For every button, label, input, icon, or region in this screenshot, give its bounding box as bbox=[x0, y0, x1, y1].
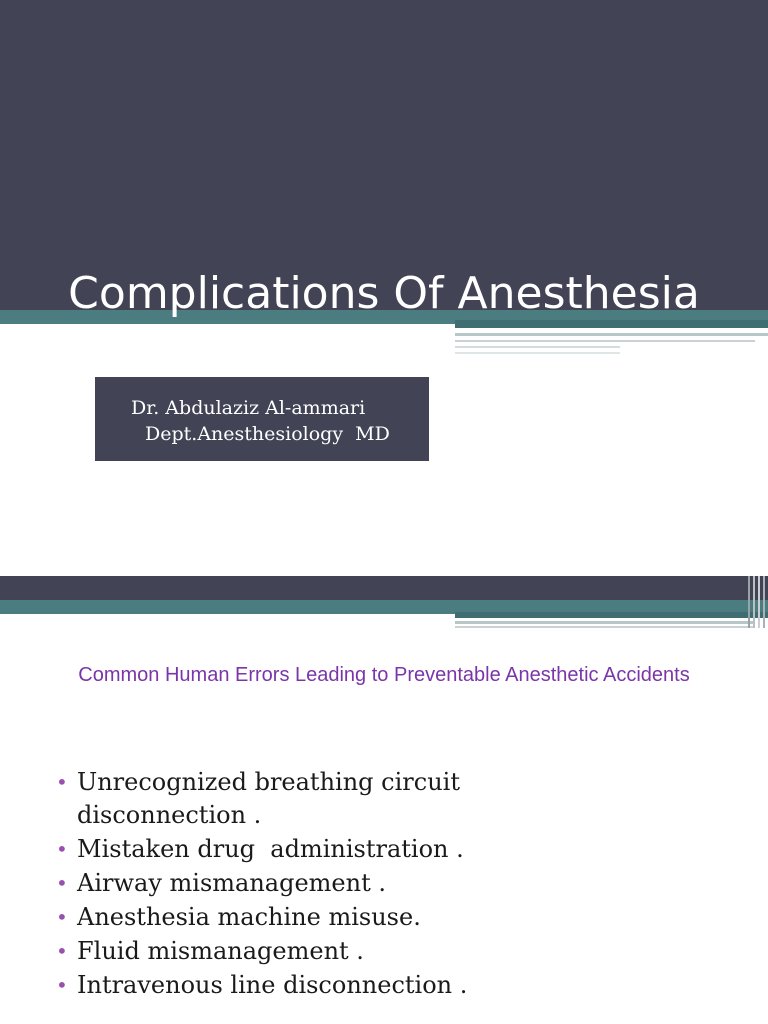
bullet-icon: • bbox=[56, 939, 68, 963]
slide-title: Complications Of Anesthesia bbox=[68, 268, 700, 319]
author-name: Dr. Abdulaziz Al-ammari bbox=[131, 397, 366, 419]
accent-line bbox=[455, 340, 755, 342]
list-item-text: Mistaken drug administration . bbox=[77, 835, 464, 863]
edge-stripe bbox=[763, 576, 765, 628]
accent-line bbox=[455, 626, 755, 628]
list-item-text: Unrecognized breathing circuit disconnection . bbox=[77, 768, 468, 829]
list-item-text: Anesthesia machine misuse. bbox=[77, 903, 421, 931]
author-box bbox=[95, 377, 429, 461]
author-department: Dept.Anesthesiology MD bbox=[145, 423, 390, 445]
list-item bbox=[56, 766, 556, 832]
list-item bbox=[56, 901, 556, 934]
list-item-text: Fluid mismanagement . bbox=[77, 937, 364, 965]
bullet-icon: • bbox=[56, 871, 68, 895]
bullet-icon: • bbox=[56, 837, 68, 861]
edge-stripe bbox=[753, 576, 755, 628]
bullet-icon: • bbox=[56, 905, 68, 929]
accent-line bbox=[455, 346, 620, 348]
header-banner bbox=[0, 576, 768, 602]
list-item-text: Intravenous line disconnection . bbox=[77, 971, 468, 999]
accent-line bbox=[455, 333, 768, 336]
edge-stripe bbox=[758, 576, 760, 628]
bullet-list bbox=[56, 766, 556, 1003]
list-item bbox=[56, 833, 556, 866]
list-item bbox=[56, 935, 556, 968]
list-item bbox=[56, 867, 556, 900]
slide-heading: Common Human Errors Leading to Preventable Anesthetic Accidents bbox=[78, 664, 690, 686]
bullet-icon: • bbox=[56, 973, 68, 997]
list-item-text: Airway mismanagement . bbox=[77, 869, 386, 897]
bullet-icon: • bbox=[56, 770, 68, 794]
edge-stripe bbox=[748, 576, 750, 628]
list-item bbox=[56, 969, 556, 1002]
accent-line bbox=[455, 621, 755, 624]
accent-line bbox=[455, 352, 620, 354]
accent-band-right bbox=[455, 612, 768, 618]
